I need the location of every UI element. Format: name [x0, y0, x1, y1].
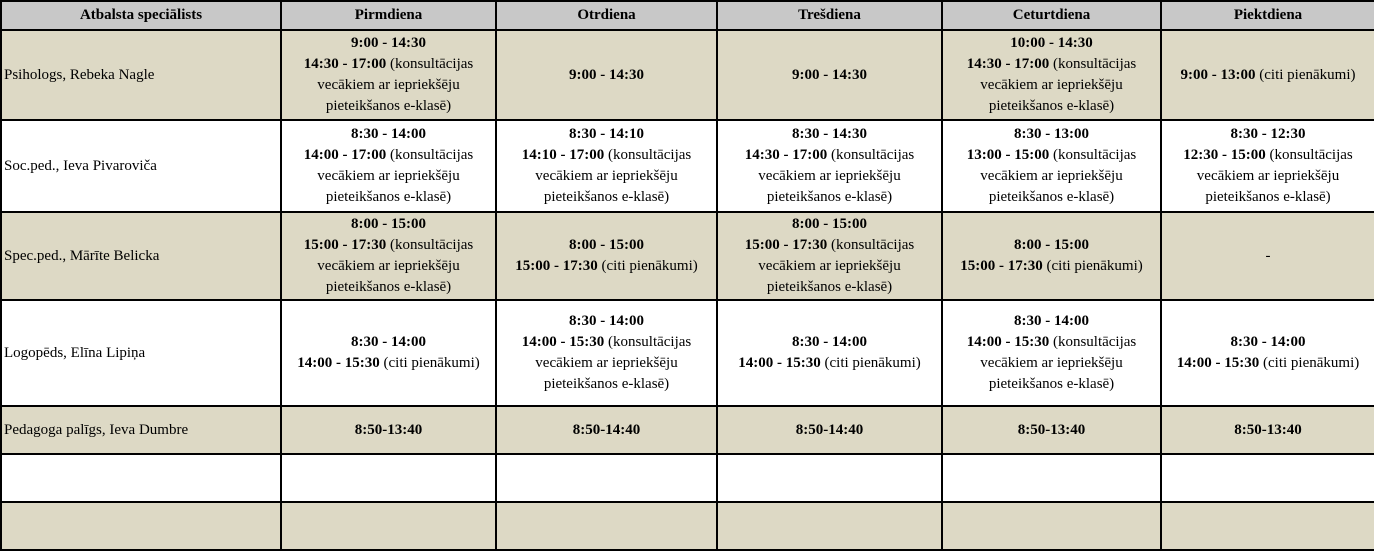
- schedule-note: pieteikšanos e-klasē): [543, 189, 670, 205]
- table-row: [1, 30, 1374, 120]
- schedule-line: [1164, 353, 1372, 374]
- schedule-line: [284, 235, 493, 256]
- schedule-line: [720, 353, 939, 374]
- time-range: 14:30 - 17:00: [303, 56, 387, 72]
- schedule-note: (konsultācijas: [1049, 56, 1137, 72]
- schedule-cell-wednesday: [717, 454, 942, 502]
- schedule-note: pieteikšanos e-klasē): [766, 279, 893, 295]
- schedule-line: [945, 187, 1158, 208]
- schedule-line: [945, 145, 1158, 166]
- schedule-line: [1164, 145, 1372, 166]
- schedule-note: vecākiem ar iepriekšēju: [980, 168, 1123, 184]
- schedule-note: (konsultācijas: [386, 147, 474, 163]
- time-range: 14:30 - 17:00: [966, 56, 1050, 72]
- schedule-note: pieteikšanos e-klasē): [1205, 189, 1331, 205]
- schedule-cell-thursday: [942, 502, 1161, 550]
- schedule-cell-friday: [1161, 120, 1374, 212]
- schedule-line: [945, 96, 1158, 117]
- schedule-cell-thursday: [942, 30, 1161, 120]
- schedule-line: [720, 166, 939, 187]
- time-range: 8:30 - 14:10: [569, 126, 644, 142]
- schedule-line: [720, 214, 939, 235]
- schedule-line: [284, 124, 493, 145]
- schedule-line: [945, 33, 1158, 54]
- schedule-line: [720, 124, 939, 145]
- specialist-name: [1, 502, 281, 550]
- time-range: 8:50-13:40: [354, 421, 423, 438]
- schedule-cell-thursday: [942, 300, 1161, 406]
- time-range: 12:30 - 15:00: [1183, 147, 1266, 163]
- schedule-line: [720, 235, 939, 256]
- time-range: 9:00 - 14:30: [569, 66, 644, 83]
- header-row: [1, 1, 1374, 30]
- schedule-line: [499, 332, 714, 353]
- schedule-line: [284, 33, 493, 54]
- table-row: [1, 454, 1374, 502]
- schedule-line: [720, 277, 939, 298]
- schedule-line: [720, 145, 939, 166]
- schedule-line: [720, 332, 939, 353]
- schedule-line: [945, 75, 1158, 96]
- time-range: 8:30 - 13:00: [1014, 126, 1089, 142]
- schedule-line: [945, 374, 1158, 395]
- time-range: 8:50-13:40: [1017, 421, 1086, 438]
- time-range: 8:00 - 15:00: [569, 237, 644, 253]
- time-range: 10:00 - 14:30: [1010, 35, 1093, 51]
- table-row: [1, 300, 1374, 406]
- schedule-note: (konsultācijas: [1049, 334, 1137, 350]
- specialist-name: [1, 454, 281, 502]
- schedule-cell-monday: [281, 120, 496, 212]
- header-thursday: Ceturtdiena: [942, 1, 1161, 30]
- specialist-name: Pedagoga palīgs, Ieva Dumbre: [1, 406, 281, 454]
- time-range: 8:30 - 12:30: [1230, 126, 1306, 142]
- schedule-line: [945, 332, 1158, 353]
- schedule-cell-wednesday: [717, 300, 942, 406]
- table-row: [1, 120, 1374, 212]
- schedule-cell-friday: [1161, 212, 1374, 300]
- schedule-note: (konsultācijas: [827, 147, 915, 163]
- header-specialist: Atbalsta speciālists: [1, 1, 281, 30]
- schedule-note: vecākiem ar iepriekšēju: [535, 168, 678, 184]
- time-range: 14:00 - 15:30: [297, 355, 380, 371]
- header-monday: Pirmdiena: [281, 1, 496, 30]
- schedule-line: [499, 420, 714, 441]
- time-range: 8:30 - 14:00: [1014, 313, 1089, 329]
- time-range: 9:00 - 14:30: [351, 35, 426, 51]
- schedule-line: [945, 256, 1158, 277]
- header-friday: Piektdiena: [1161, 1, 1374, 30]
- schedule-cell-wednesday: [717, 502, 942, 550]
- schedule-note: (konsultācijas: [386, 56, 474, 72]
- schedule-cell-monday: [281, 406, 496, 454]
- schedule-note: pieteikšanos e-klasē): [988, 376, 1115, 392]
- schedule-line: [499, 124, 714, 145]
- table-row: [1, 406, 1374, 454]
- schedule-line: [945, 420, 1158, 441]
- schedule-line: [945, 311, 1158, 332]
- schedule-cell-monday: [281, 30, 496, 120]
- schedule-note: pieteikšanos e-klasē): [988, 189, 1115, 205]
- time-range: 15:00 - 17:30: [960, 258, 1043, 274]
- schedule-note: vecākiem ar iepriekšēju: [1196, 168, 1340, 184]
- schedule-note: pieteikšanos e-klasē): [543, 376, 670, 392]
- schedule-note: -: [1265, 247, 1271, 264]
- schedule-note: vecākiem ar iepriekšēju: [317, 77, 460, 93]
- schedule-note: (konsultācijas: [604, 334, 692, 350]
- schedule-line: [499, 374, 714, 395]
- header-wednesday: Trešdiena: [717, 1, 942, 30]
- time-range: 8:50-14:40: [572, 421, 641, 438]
- schedule-note: (citi pienākumi): [597, 258, 698, 274]
- time-range: 14:10 - 17:00: [521, 147, 605, 163]
- schedule-line: [945, 166, 1158, 187]
- schedule-cell-friday: [1161, 454, 1374, 502]
- schedule-line: [720, 65, 939, 86]
- time-range: 15:00 - 17:30: [744, 237, 828, 253]
- schedule-line: [720, 420, 939, 441]
- schedule-line: [284, 353, 493, 374]
- schedule-line: [1164, 65, 1372, 86]
- schedule-line: [284, 332, 493, 353]
- time-range: 14:00 - 15:30: [521, 334, 605, 350]
- schedule-note: (konsultācijas: [604, 147, 692, 163]
- schedule-note: (citi pienākumi): [820, 355, 921, 371]
- time-range: 8:00 - 15:00: [792, 216, 867, 232]
- schedule-line: [284, 214, 493, 235]
- schedule-cell-thursday: [942, 454, 1161, 502]
- time-range: 8:00 - 15:00: [1014, 237, 1089, 253]
- schedule-line: [284, 166, 493, 187]
- schedule-line: [1164, 332, 1372, 353]
- schedule-line: [1164, 124, 1372, 145]
- schedule-note: pieteikšanos e-klasē): [325, 279, 452, 295]
- time-range: 8:30 - 14:00: [351, 126, 426, 142]
- schedule-cell-tuesday: [496, 300, 717, 406]
- schedule-note: (konsultācijas: [827, 237, 915, 253]
- schedule-note: pieteikšanos e-klasē): [988, 98, 1115, 114]
- schedule-note: (konsultācijas: [1049, 147, 1137, 163]
- schedule-note: (citi pienākumi): [1259, 355, 1360, 371]
- schedule-cell-wednesday: [717, 406, 942, 454]
- time-range: 14:30 - 17:00: [744, 147, 828, 163]
- schedule-line: [499, 353, 714, 374]
- schedule-note: vecākiem ar iepriekšēju: [535, 355, 678, 371]
- schedule-line: [499, 65, 714, 86]
- time-range: 15:00 - 17:30: [515, 258, 598, 274]
- schedule-body: [1, 30, 1374, 550]
- schedule-cell-thursday: [942, 120, 1161, 212]
- time-range: 8:50-13:40: [1234, 421, 1302, 438]
- schedule-note: pieteikšanos e-klasē): [325, 98, 452, 114]
- time-range: 8:30 - 14:00: [351, 334, 426, 350]
- time-range: 8:30 - 14:00: [569, 313, 644, 329]
- schedule-line: [945, 353, 1158, 374]
- schedule-note: (citi pienākumi): [1042, 258, 1143, 274]
- time-range: 13:00 - 15:00: [966, 147, 1050, 163]
- schedule-line: [284, 54, 493, 75]
- time-range: 8:30 - 14:00: [1230, 334, 1306, 350]
- schedule-cell-tuesday: [496, 30, 717, 120]
- time-range: 8:30 - 14:30: [792, 126, 867, 142]
- time-range: 14:00 - 15:30: [738, 355, 821, 371]
- schedule-note: vecākiem ar iepriekšēju: [758, 258, 901, 274]
- schedule-cell-wednesday: [717, 120, 942, 212]
- time-range: 15:00 - 17:30: [303, 237, 387, 253]
- schedule-line: [499, 166, 714, 187]
- schedule-line: [499, 256, 714, 277]
- schedule-line: [284, 256, 493, 277]
- schedule-line: [284, 96, 493, 117]
- schedule-cell-tuesday: [496, 120, 717, 212]
- schedule-line: [284, 277, 493, 298]
- schedule-line: [1164, 187, 1372, 208]
- time-range: 14:00 - 17:00: [303, 147, 387, 163]
- table-row: [1, 502, 1374, 550]
- schedule-line: [284, 187, 493, 208]
- schedule-line: [499, 235, 714, 256]
- specialist-name: Logopēds, Elīna Lipiņa: [1, 300, 281, 406]
- schedule-line: [499, 145, 714, 166]
- schedule-note: (citi pienākumi): [379, 355, 480, 371]
- schedule-note: vecākiem ar iepriekšēju: [758, 168, 901, 184]
- schedule-note: (citi pienākumi): [1255, 66, 1356, 83]
- schedule-line: [720, 187, 939, 208]
- schedule-line: [499, 187, 714, 208]
- time-range: 8:30 - 14:00: [792, 334, 867, 350]
- schedule-line: [499, 311, 714, 332]
- schedule-cell-monday: [281, 502, 496, 550]
- schedule-cell-monday: [281, 454, 496, 502]
- time-range: 9:00 - 14:30: [792, 66, 867, 83]
- schedule-cell-friday: [1161, 406, 1374, 454]
- schedule-note: vecākiem ar iepriekšēju: [317, 168, 460, 184]
- specialist-name: Psihologs, Rebeka Nagle: [1, 30, 281, 120]
- schedule-cell-thursday: [942, 406, 1161, 454]
- schedule-line: [945, 235, 1158, 256]
- schedule-note: vecākiem ar iepriekšēju: [317, 258, 460, 274]
- header-tuesday: Otrdiena: [496, 1, 717, 30]
- time-range: 14:00 - 15:30: [966, 334, 1050, 350]
- schedule-cell-tuesday: [496, 454, 717, 502]
- schedule-cell-monday: [281, 300, 496, 406]
- schedule-cell-friday: [1161, 30, 1374, 120]
- schedule-cell-tuesday: [496, 502, 717, 550]
- schedule-line: [945, 54, 1158, 75]
- schedule-line: [284, 420, 493, 441]
- time-range: 14:00 - 15:30: [1176, 355, 1260, 371]
- schedule-note: vecākiem ar iepriekšēju: [980, 77, 1123, 93]
- schedule-note: vecākiem ar iepriekšēju: [980, 355, 1123, 371]
- specialist-name: Spec.ped., Mārīte Belicka: [1, 212, 281, 300]
- schedule-cell-wednesday: [717, 212, 942, 300]
- schedule-note: pieteikšanos e-klasē): [325, 189, 452, 205]
- schedule-cell-monday: [281, 212, 496, 300]
- schedule-cell-tuesday: [496, 406, 717, 454]
- schedule-line: [1164, 166, 1372, 187]
- schedule-line: [284, 75, 493, 96]
- schedule-line: [284, 145, 493, 166]
- schedule-cell-friday: [1161, 300, 1374, 406]
- schedule-line: [945, 124, 1158, 145]
- schedule-cell-wednesday: [717, 30, 942, 120]
- schedule-line: [1164, 420, 1372, 441]
- schedule-note: (konsultācijas: [1265, 147, 1353, 163]
- table-row: [1, 212, 1374, 300]
- schedule-note: (konsultācijas: [386, 237, 474, 253]
- time-range: 8:00 - 15:00: [351, 216, 426, 232]
- schedule-line: [1164, 246, 1372, 267]
- schedule-line: [720, 256, 939, 277]
- schedule-cell-tuesday: [496, 212, 717, 300]
- time-range: 8:50-14:40: [795, 421, 864, 438]
- time-range: 9:00 - 13:00: [1180, 66, 1256, 83]
- specialist-name: Soc.ped., Ieva Pivaroviča: [1, 120, 281, 212]
- schedule-cell-friday: [1161, 502, 1374, 550]
- schedule-cell-thursday: [942, 212, 1161, 300]
- schedule-note: pieteikšanos e-klasē): [766, 189, 893, 205]
